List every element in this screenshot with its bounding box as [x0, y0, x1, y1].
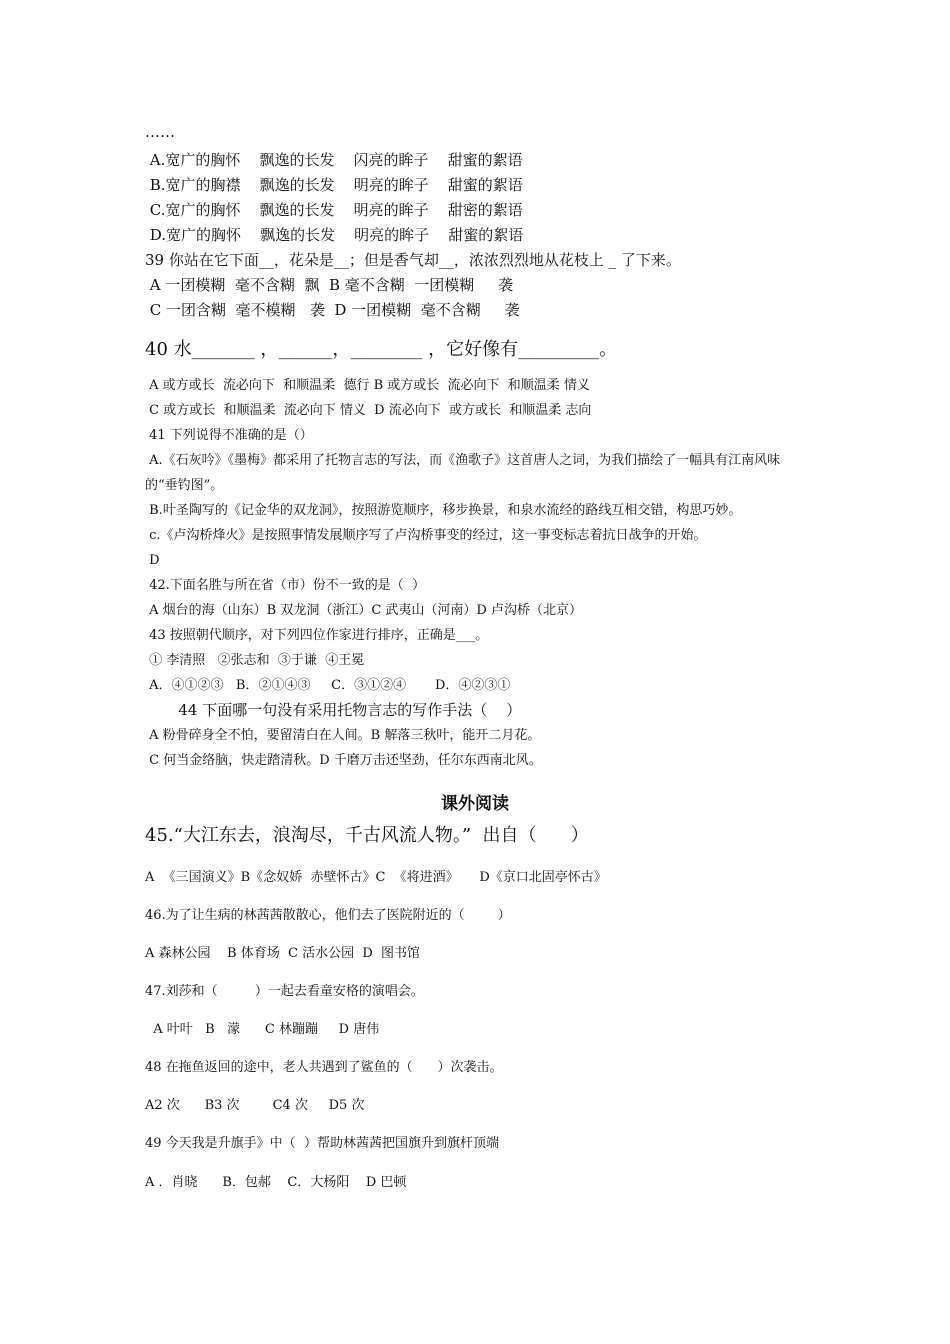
question-44: 44 下面哪一句没有采用托物言志的写作手法（ ） [145, 701, 522, 719]
line-option-b: B.宽广的胸襟 飘逸的长发 明亮的眸子 甜蜜的絮语 [145, 176, 523, 194]
question-39: 39 你站在它下面__，花朵是__；但是香气却__，浓浓烈烈地从花枝上 _ 了下来。 [145, 251, 681, 269]
question-40: 40 水_______ ，______，________ ，它好像有_________。 [145, 339, 618, 360]
line-option-a: A.宽广的胸怀 飘逸的长发 闪亮的眸子 甜蜜的絮语 [145, 151, 523, 169]
q44-options-ab: A 粉骨碎身全不怕，要留清白在人间。B 解落三秋叶，能开二月花。 [145, 728, 541, 743]
question-49: 49 今天我是升旗手》中（ ）帮助林茜茜把国旗升到旗杆顶端 [145, 1136, 499, 1151]
q47-options: A 叶叶 B 濛 C 林蹦蹦 D 唐伟 [145, 1022, 380, 1037]
q41-option-a: A.《石灰吟》《墨梅》都采用了托物言志的写法，而《渔歌子》这首唐人之词，为我们描绘了一幅具有江南风味 [145, 453, 781, 468]
q46-options: A 森林公园 B 体育场 C 活水公园 D 图书馆 [145, 946, 421, 961]
question-43: 43 按照朝代顺序，对下列四位作家进行排序，正确是___。 [145, 628, 489, 643]
q42-options: A 烟台的海（山东）B 双龙洞（浙江）C 武夷山（河南）D 卢沟桥（北京） [145, 603, 582, 618]
question-48: 48 在拖鱼返回的途中，老人共遇到了鲨鱼的（ ）次袭击。 [145, 1060, 503, 1075]
q41-option-d: D [145, 553, 160, 568]
line-dots: …… [145, 123, 175, 141]
line-option-c: C.宽广的胸怀 飘逸的长发 明亮的眸子 甜密的絮语 [145, 201, 523, 219]
section-title: 课外阅读 [441, 794, 509, 814]
question-47: 47.刘莎和（ ）一起去看童安格的演唱会。 [145, 984, 424, 999]
q44-options-cd: C 何当金络脑，快走踏清秋。D 千磨万击还坚劲，任尔东西南北风。 [145, 753, 542, 768]
q41-option-b: B.叶圣陶写的《记金华的双龙洞》，按照游览顺序，移步换景，和泉水流经的路线互相交错，构思巧妙。 [145, 503, 742, 518]
line-option-d: D.宽广的胸怀 飘逸的长发 明亮的眸子 甜蜜的絮语 [145, 226, 524, 244]
q48-options: A2 次 B3 次 C4 次 D5 次 [145, 1098, 365, 1113]
q45-options: A 《三国演义》B《念奴娇 赤壁怀古》C 《将进酒》 D《京口北固亭怀古》 [145, 870, 607, 885]
q41-option-c: c.《卢沟桥烽火》是按照事情发展顺序写了卢沟桥事变的经过，这一事变标志着抗日战争的开始。 [145, 528, 707, 543]
q43-authors: ① 李清照 ②张志和 ③于谦 ④王冕 [145, 653, 365, 668]
question-46: 46.为了让生病的林茜茜散散心，他们去了医院附近的（ ） [145, 908, 511, 923]
q49-options: A ．肖晓 B．包郝 C．大杨阳 D 巴顿 [145, 1175, 407, 1190]
question-42: 42.下面名胜与所在省（市）份不一致的是（ ） [145, 578, 426, 593]
question-45: 45.“大江东去，浪淘尽，千古风流人物。” 出自（ ） [145, 825, 589, 846]
q43-options: A．④①②③ B．②①④③ C．③①②④ D．④②③① [145, 678, 511, 693]
q41-option-a-cont: 的“垂钓图”。 [145, 478, 224, 493]
q39-options-cd: C 一团含糊 毫不模糊 袭 D 一团模糊 毫不含糊 袭 [145, 301, 520, 319]
question-41: 41 下列说得不准确的是（） [145, 428, 313, 443]
q40-options-ab: A 或方或长 流必向下 和顺温柔 德行 B 或方或长 流必向下 和顺温柔 情义 [145, 378, 590, 393]
q39-options-ab: A 一团模糊 毫不含糊 飘 B 毫不含糊 一团模糊 袭 [145, 276, 514, 294]
q40-options-cd: C 或方或长 和顺温柔 流必向下 情义 D 流必向下 或方或长 和顺温柔 志向 [145, 403, 592, 418]
